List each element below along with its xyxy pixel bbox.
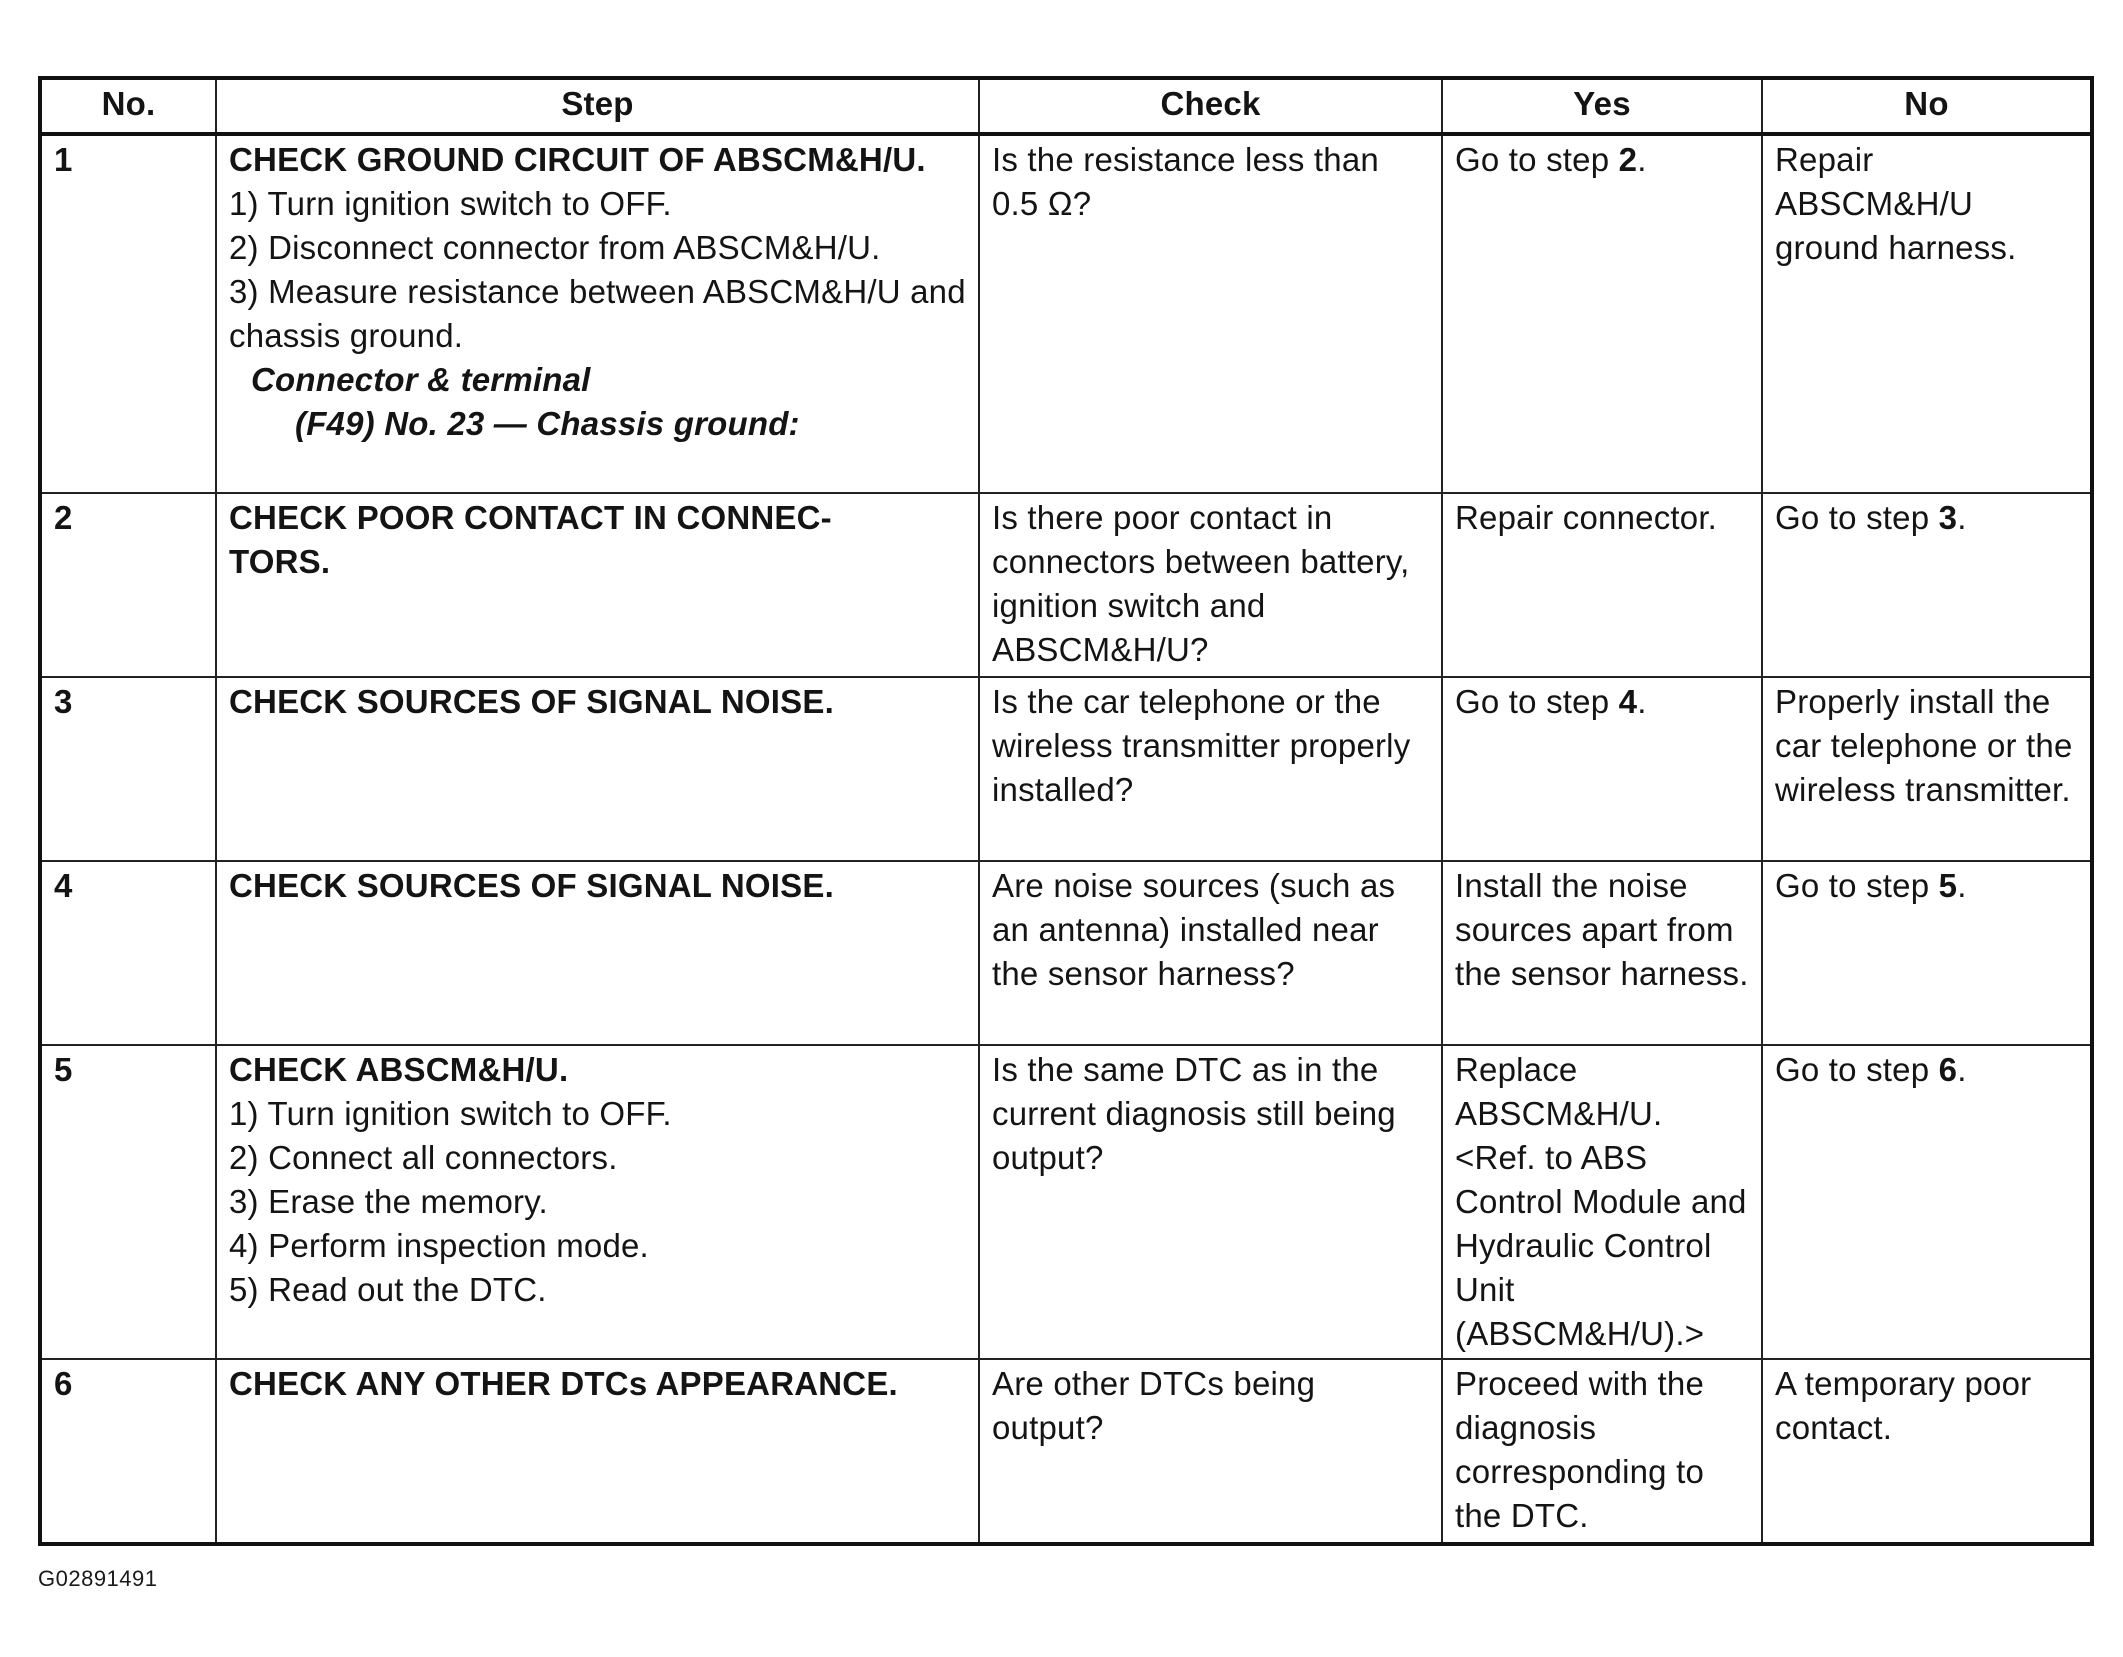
yes-cell bbox=[1442, 677, 1762, 861]
header-no: No. bbox=[40, 78, 216, 134]
no-cell: A temporary poor contact. bbox=[1762, 1359, 2092, 1544]
check-cell: Is the same DTC as in the current diagnosis still being output? bbox=[979, 1045, 1442, 1359]
yes-cell: Proceed with the diagnosis corresponding to the DTC. bbox=[1442, 1359, 1762, 1544]
step-cell bbox=[216, 134, 979, 493]
yes-cell: Replace ABSCM&H/U. <Ref. to ABS Control Module and Hydraulic Control Unit (ABSCM&H/U).> bbox=[1442, 1045, 1762, 1359]
figure-id: G02891491 bbox=[38, 1566, 158, 1591]
no-text: Go to step bbox=[1775, 1051, 1939, 1088]
table-row bbox=[40, 677, 2092, 861]
step-instruction: 2) Connect all connectors. bbox=[229, 1139, 618, 1176]
check-cell: Is there poor contact in connectors between battery, ignition switch and ABSCM&H/U? bbox=[979, 493, 1442, 677]
check-cell: Is the resistance less than 0.5 Ω? bbox=[979, 134, 1442, 493]
yes-cell bbox=[1442, 134, 1762, 493]
step-number: 5 bbox=[40, 1045, 216, 1359]
no-cell bbox=[1762, 1045, 2092, 1359]
yes-text: Go to step bbox=[1455, 141, 1619, 178]
step-number: 6 bbox=[40, 1359, 216, 1544]
step-instruction: 5) Read out the DTC. bbox=[229, 1271, 547, 1308]
step-cell bbox=[216, 1359, 979, 1544]
table-header-row bbox=[40, 78, 2092, 134]
yes-step-ref: 4 bbox=[1618, 683, 1638, 720]
diagnostic-table-sheet bbox=[38, 76, 2090, 1546]
step-number: 4 bbox=[40, 861, 216, 1045]
no-cell: Properly install the car telephone or the wireless transmitter. bbox=[1762, 677, 2092, 861]
table-row bbox=[40, 134, 2092, 493]
check-cell: Is the car telephone or the wireless transmitter properly installed? bbox=[979, 677, 1442, 861]
yes-text: Go to step bbox=[1455, 683, 1619, 720]
no-step-ref: 5 bbox=[1938, 867, 1958, 904]
step-instruction: 2) Disconnect connector from ABSCM&H/U. bbox=[229, 229, 881, 266]
connector-terminal-spec: (F49) No. 23 — Chassis ground: bbox=[295, 405, 800, 442]
step-number: 2 bbox=[40, 493, 216, 677]
diagnostic-procedure-table bbox=[38, 76, 2094, 1546]
no-step-ref: 6 bbox=[1938, 1051, 1958, 1088]
step-title: CHECK ABSCM&H/U. bbox=[229, 1051, 569, 1088]
step-cell bbox=[216, 861, 979, 1045]
step-instruction: 1) Turn ignition switch to OFF. bbox=[229, 1095, 672, 1132]
no-text: Go to step bbox=[1775, 867, 1939, 904]
header-no-result: No bbox=[1762, 78, 2092, 134]
no-cell bbox=[1762, 493, 2092, 677]
step-title: CHECK POOR CONTACT IN CONNEC- TORS. bbox=[229, 499, 832, 580]
yes-step-ref: 2 bbox=[1618, 141, 1638, 178]
step-number: 3 bbox=[40, 677, 216, 861]
step-title: CHECK ANY OTHER DTCs APPEARANCE. bbox=[229, 1365, 898, 1402]
step-instruction: 1) Turn ignition switch to OFF. bbox=[229, 185, 672, 222]
connector-terminal-label: Connector & terminal bbox=[251, 361, 591, 398]
no-end: . bbox=[1957, 499, 1967, 536]
step-title: CHECK GROUND CIRCUIT OF ABSCM&H/U. bbox=[229, 141, 926, 178]
no-cell bbox=[1762, 861, 2092, 1045]
header-step: Step bbox=[216, 78, 979, 134]
table-row bbox=[40, 493, 2092, 677]
step-title: CHECK SOURCES OF SIGNAL NOISE. bbox=[229, 867, 834, 904]
step-title: CHECK SOURCES OF SIGNAL NOISE. bbox=[229, 683, 834, 720]
no-step-ref: 3 bbox=[1938, 499, 1958, 536]
table-row bbox=[40, 1045, 2092, 1359]
header-check: Check bbox=[979, 78, 1442, 134]
yes-cell: Repair connector. bbox=[1442, 493, 1762, 677]
step-cell bbox=[216, 493, 979, 677]
check-cell: Are noise sources (such as an antenna) installed near the sensor harness? bbox=[979, 861, 1442, 1045]
table-row bbox=[40, 1359, 2092, 1544]
yes-cell: Install the noise sources apart from the sensor harness. bbox=[1442, 861, 1762, 1045]
no-end: . bbox=[1957, 1051, 1967, 1088]
step-cell bbox=[216, 1045, 979, 1359]
step-instruction: 4) Perform inspection mode. bbox=[229, 1227, 649, 1264]
header-yes: Yes bbox=[1442, 78, 1762, 134]
step-cell bbox=[216, 677, 979, 861]
yes-end: . bbox=[1637, 141, 1647, 178]
check-cell: Are other DTCs being output? bbox=[979, 1359, 1442, 1544]
step-number: 1 bbox=[40, 134, 216, 493]
step-instruction: 3) Measure resistance between ABSCM&H/U and chassis ground. bbox=[229, 273, 966, 354]
no-text: Go to step bbox=[1775, 499, 1939, 536]
no-end: . bbox=[1957, 867, 1967, 904]
yes-end: . bbox=[1637, 683, 1647, 720]
table-row bbox=[40, 861, 2092, 1045]
no-cell: Repair ABSCM&H/U ground harness. bbox=[1762, 134, 2092, 493]
step-instruction: 3) Erase the memory. bbox=[229, 1183, 548, 1220]
